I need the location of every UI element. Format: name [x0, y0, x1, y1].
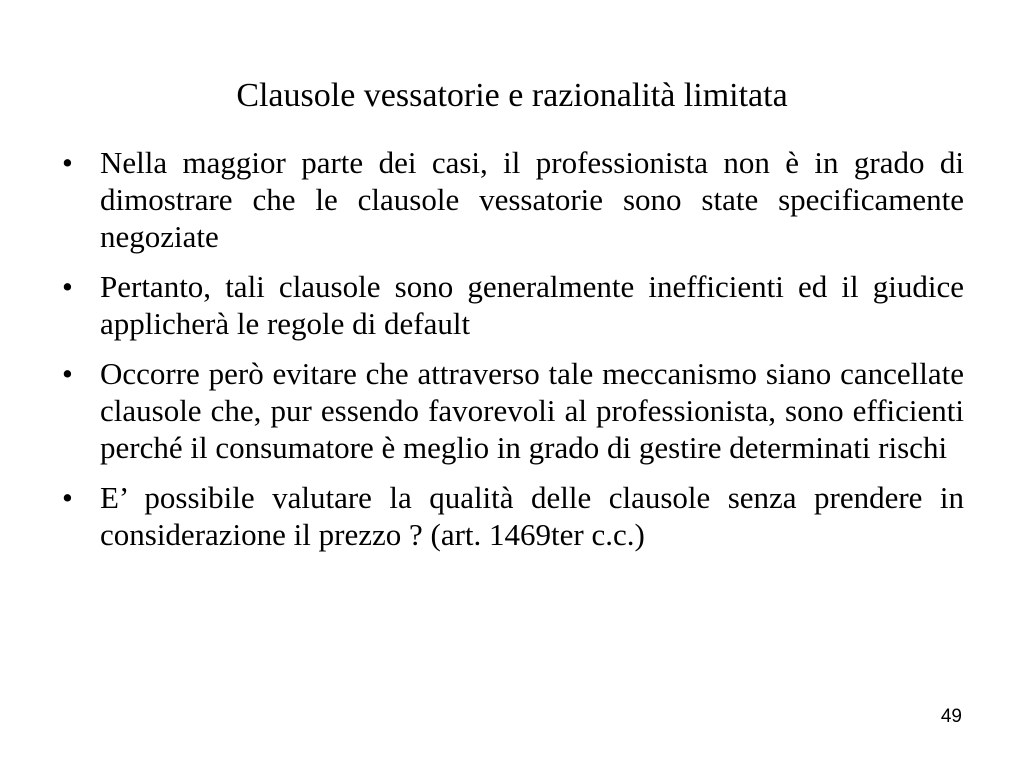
bullet-text: Pertanto, tali clausole sono generalmente inefficienti ed il giudice applicherà le regole di default	[100, 269, 964, 341]
bullet-item	[62, 268, 964, 342]
bullet-item	[62, 479, 964, 553]
page-number: 49	[940, 706, 962, 727]
bullet-icon: •	[62, 269, 73, 304]
bullet-text: Nella maggior parte dei casi, il professionista non è in grado di dimostrare che le clausole vessatorie sono state specificamente negoziate	[100, 145, 964, 254]
bullet-icon: •	[62, 480, 73, 515]
bullet-item	[62, 355, 964, 466]
slide-title: Clausole vessatorie e razionalità limitata	[236, 77, 788, 114]
bullet-list	[62, 144, 964, 566]
bullet-icon: •	[62, 356, 73, 391]
bullet-text: E’ possibile valutare la qualità delle clausole senza prendere in considerazione il prezzo ? (art. 1469ter c.c.)	[100, 480, 964, 552]
bullet-text: Occorre però evitare che attraverso tale meccanismo siano cancellate clausole che, pur essendo favorevoli al professionista, sono efficienti perché il consumatore è meglio in grado di gestire determinati rischi	[100, 356, 964, 465]
bullet-item	[62, 144, 964, 255]
bullet-icon: •	[62, 145, 73, 180]
